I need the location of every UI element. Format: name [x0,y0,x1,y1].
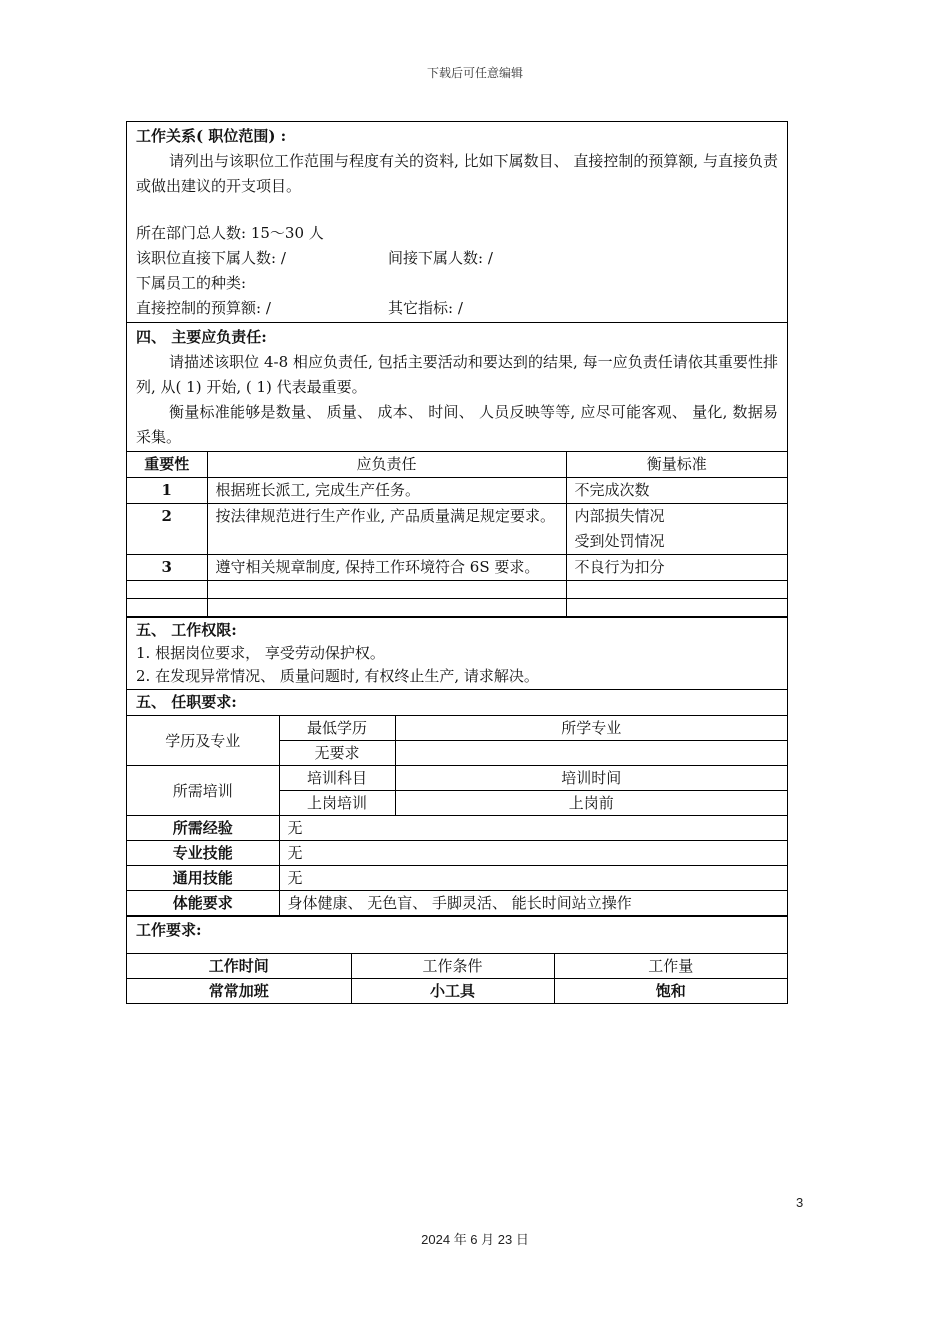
measure-line: 不完成次数 [574,481,650,499]
row-duty: 遵守相关规章制度, 保持工作环境符合 6S 要求。 [207,555,566,581]
authority-item: 2. 在发现异常情况、 质量问题时, 有权终止生产, 请求解决。 [136,667,539,685]
authority-item: 1. 根据岗位要求， 享受劳动保护权。 [136,644,385,662]
work-relations-section [127,122,787,323]
row-importance: 2 [127,504,207,555]
table-row [127,555,787,581]
general-skill-value: 无 [279,866,787,891]
row-measure [566,555,787,581]
authority-section [127,617,787,690]
work-condition-value: 小工具 [351,979,554,1004]
measure-line: 不良行为扣分 [574,558,665,576]
professional-skill-label: 专业技能 [127,841,279,866]
other-indicators: 其它指标: / [388,299,463,317]
row-importance: 3 [127,555,207,581]
work-relations-desc: 请列出与该职位工作范围与程度有关的资料, 比如下属数目、 直接控制的预算额, 与直接负责或做出建议的开支项目。 [136,152,778,195]
train-header-subject: 培训科目 [279,766,395,791]
responsibilities-section [127,323,787,451]
qualifications-table [127,716,787,916]
work-time-header: 工作时间 [127,954,351,979]
train-header-time: 培训时间 [395,766,787,791]
footer-date: 2024 年 6 月 23 日 [421,1232,529,1247]
row-measure [566,504,787,555]
table-row [127,504,787,555]
measure-line: 内部损失情况 [574,507,665,525]
physical-label: 体能要求 [127,891,279,916]
indirect-subordinates: 间接下属人数: / [388,249,493,267]
experience-value: 无 [279,816,787,841]
qualifications-title: 五、 任职要求: [127,690,787,716]
general-skill-label: 通用技能 [127,866,279,891]
responsibilities-table [127,451,787,617]
col-header-measure: 衡量标准 [566,452,787,478]
empty-row [127,599,787,617]
page-number: 3 [796,1195,804,1210]
work-time-value: 常常加班 [127,979,351,1004]
row-importance: 1 [127,478,207,504]
work-requirements-title: 工作要求: [127,916,787,954]
physical-value: 身体健康、 无色盲、 手脚灵活、 能长时间站立操作 [279,891,787,916]
train-time-value: 上岗前 [395,791,787,816]
measure-line: 受到处罚情况 [574,532,665,550]
empty-row [127,581,787,599]
authority-title: 五、 工作权限: [136,621,237,639]
professional-skill-value: 无 [279,841,787,866]
responsibilities-title: 四、 主要应负责任: [136,328,267,346]
edu-header-min: 最低学历 [279,716,395,741]
training-label: 所需培训 [127,766,279,816]
col-header-importance: 重要性 [127,452,207,478]
dept-total: 所在部门总人数: 15～30 人 [136,224,324,242]
workload-header: 工作量 [554,954,787,979]
col-header-duty: 应负责任 [207,452,566,478]
work-requirements-table [127,954,787,1004]
responsibilities-desc1: 请描述该职位 4-8 相应负责任, 包括主要活动和要达到的结果, 每一应负责任请依其重要性排列, 从( 1) 开始, ( 1) 代表最重要。 [136,353,778,396]
experience-label: 所需经验 [127,816,279,841]
budget-control: 直接控制的预算额: / [136,299,271,317]
subordinate-types: 下属员工的种类: [136,274,247,292]
direct-subordinates: 该职位直接下属人数: / [136,249,286,267]
job-description-form [126,121,788,1004]
table-row [127,478,787,504]
edu-min-value: 无要求 [279,741,395,766]
workload-value: 饱和 [554,979,787,1004]
page-header: 下载后可任意编辑 [426,66,523,80]
education-label: 学历及专业 [127,716,279,766]
edu-header-major: 所学专业 [395,716,787,741]
row-measure [566,478,787,504]
work-condition-header: 工作条件 [351,954,554,979]
edu-major-value [395,741,787,766]
row-duty: 按法律规范进行生产作业, 产品质量满足规定要求。 [207,504,566,555]
work-relations-title: 工作关系( 职位范围) : [136,127,287,145]
train-subject-value: 上岗培训 [279,791,395,816]
responsibilities-desc2: 衡量标准能够是数量、 质量、 成本、 时间、 人员反映等等, 应尽可能客观、 量化, 数据易采集。 [136,403,778,446]
row-duty: 根据班长派工, 完成生产任务。 [207,478,566,504]
